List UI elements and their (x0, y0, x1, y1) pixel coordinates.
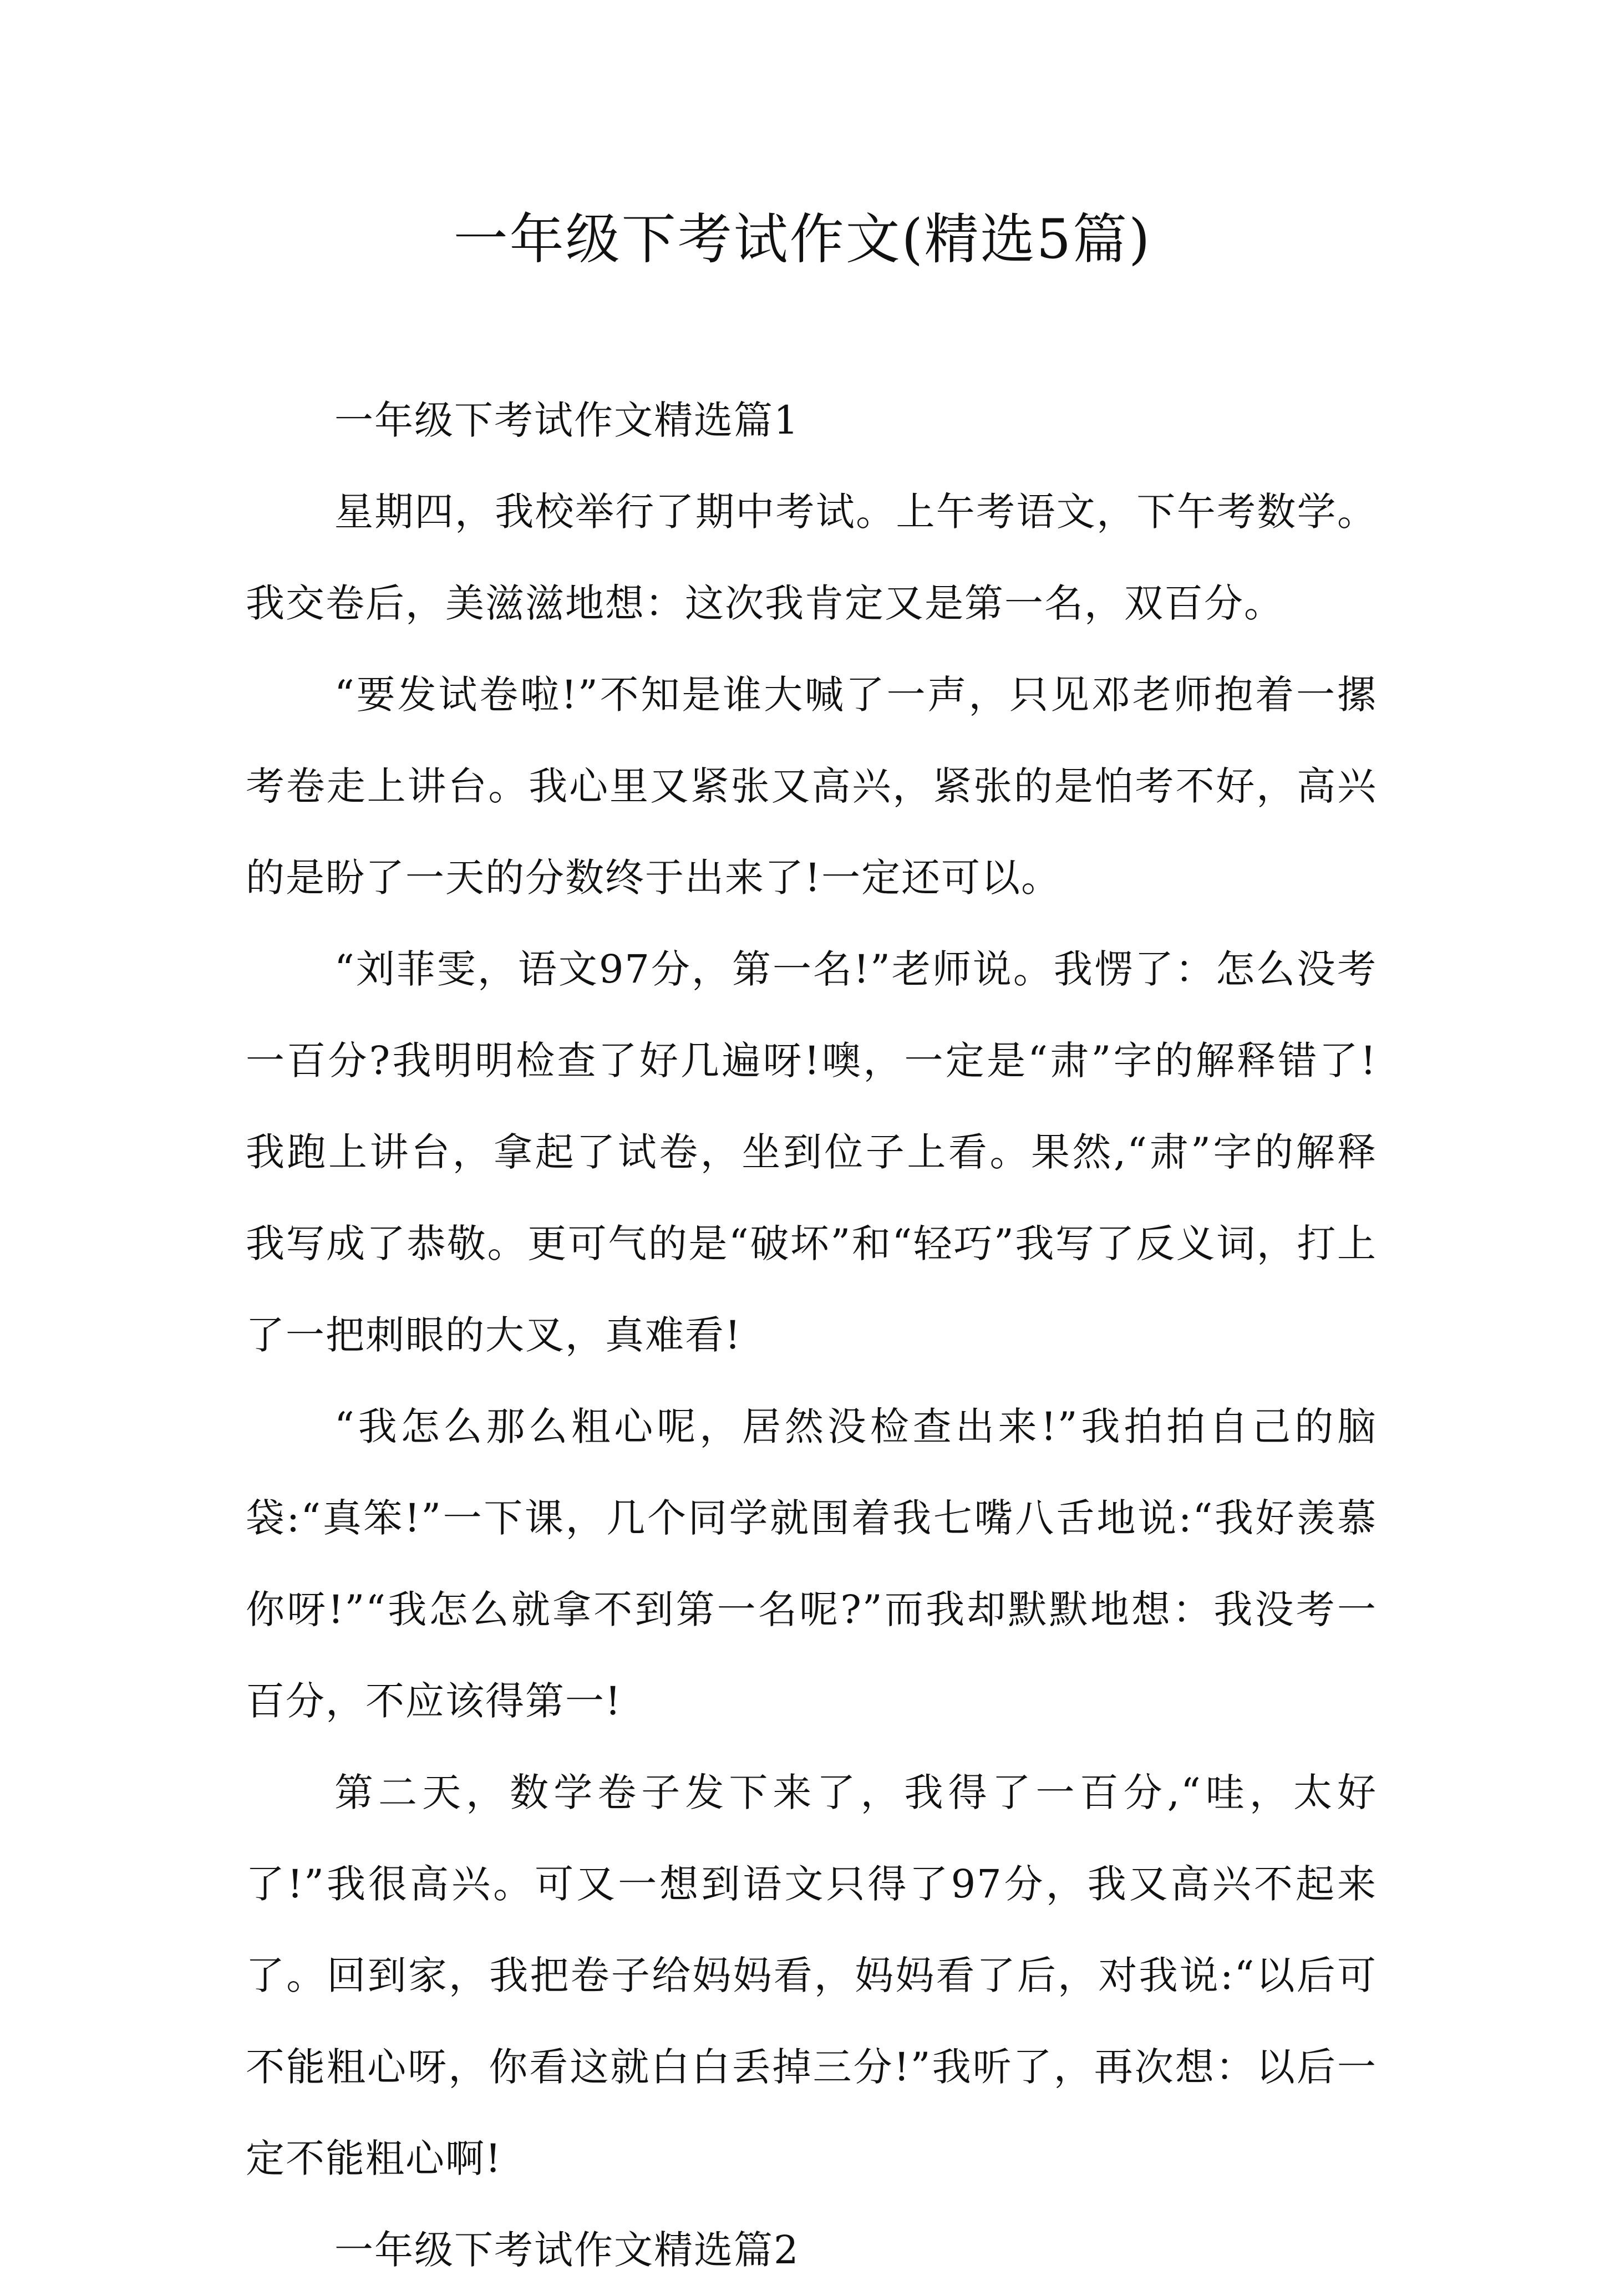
document-title: 一年级下考试作文(精选5篇) (453, 208, 1152, 271)
paragraph: 星期四，我校举行了期中考试。上午考语文，下午考数学。我交卷后，美滋滋地想：这次我肯定又是第一名，双百分。 (246, 489, 1377, 626)
section-heading: 一年级下考试作文精选篇1 (334, 398, 800, 443)
paragraph: 第二天，数学卷子发下来了，我得了一百分,“哇，太好了!”我很高兴。可又一想到语文只得了97分，我又高兴不起来了。回到家，我把卷子给妈妈看，妈妈看了后，对我说:“以后可不能粗心呀，你看这就白白丢掉三分!”我听了，再次想：以后一定不能粗心啊! (246, 1770, 1377, 2181)
document-body (246, 375, 1377, 2296)
paragraph: “要发试卷啦!”不知是谁大喊了一声，只见邓老师抱着一摞考卷走上讲台。我心里又紧张又高兴，紧张的是怕考不好，高兴的是盼了一天的分数终于出来了!一定还可以。 (246, 672, 1377, 900)
section-heading: 一年级下考试作文精选篇2 (334, 2227, 800, 2273)
paragraph: “刘菲雯，语文97分，第一名!”老师说。我愣了：怎么没考一百分?我明明检查了好几遍呀!噢，一定是“肃”字的解释错了!我跑上讲台，拿起了试卷，坐到位子上看。果然,“肃”字的解释我写成了恭敬。更可气的是“破坏”和“轻巧”我写了反义词，打上了一把刺眼的大叉，真难看! (246, 946, 1377, 1358)
paragraph: “我怎么那么粗心呢，居然没检查出来!”我拍拍自己的脑袋:“真笨!”一下课，几个同学就围着我七嘴八舌地说:“我好羡慕你呀!”“我怎么就拿不到第一名呢?”而我却默默地想：我没考一百分，不应该得第一! (246, 1404, 1377, 1724)
